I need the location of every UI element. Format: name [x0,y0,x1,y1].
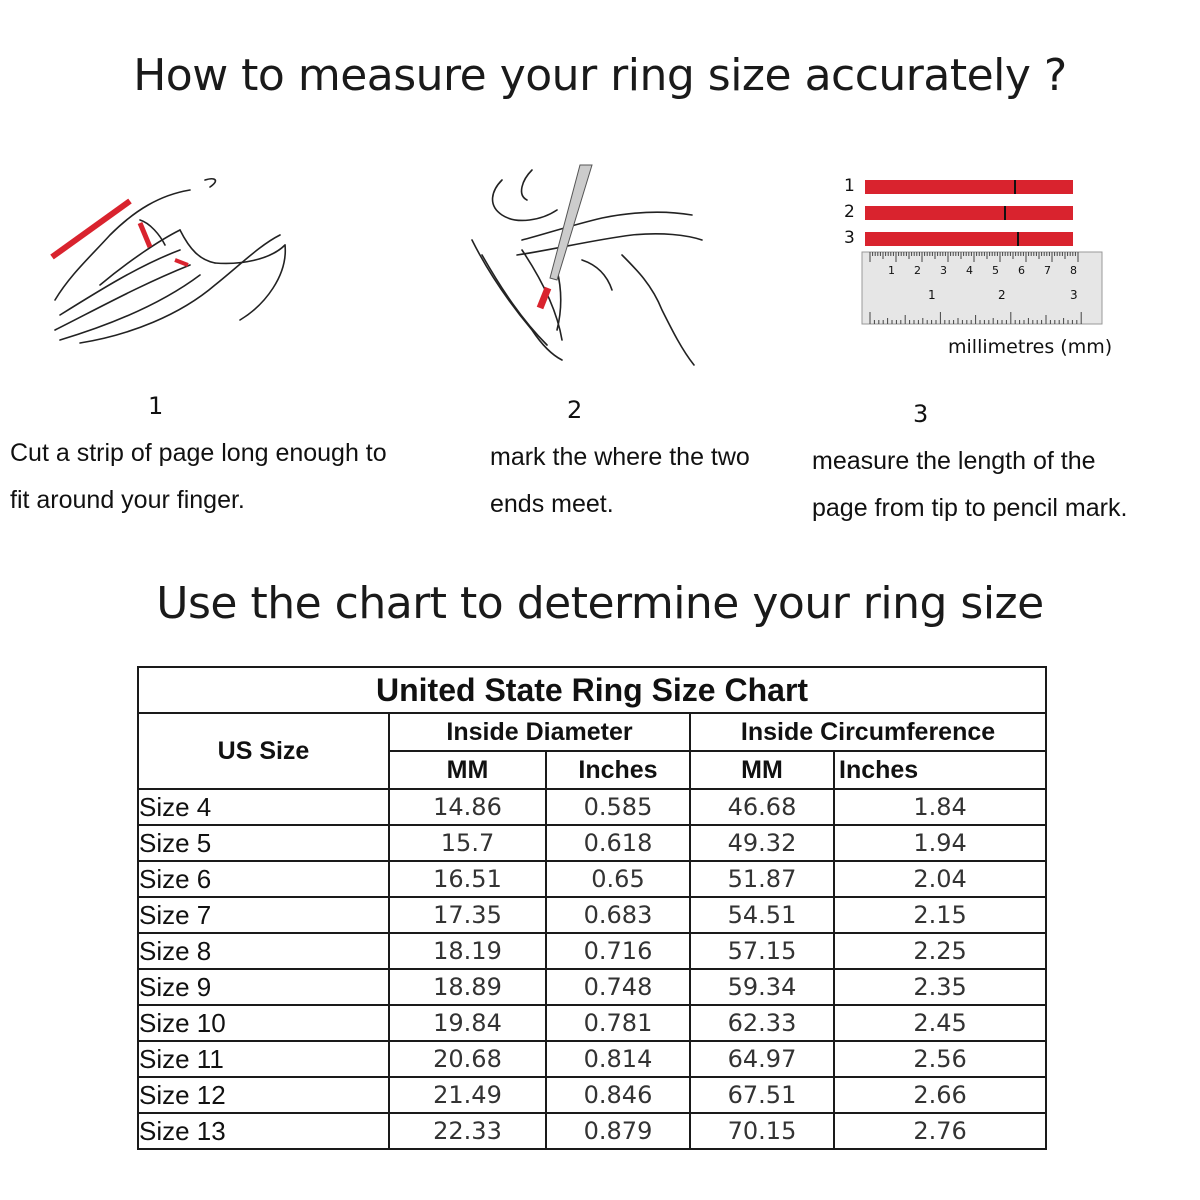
size-cell: Size 8 [138,933,389,969]
ruler-graphic [840,172,1110,332]
table-body [138,789,1046,1149]
size-cell: Size 12 [138,1077,389,1113]
inch-tick-label: 3 [1070,288,1078,302]
circumference-inches-cell: 1.84 [834,789,1046,825]
mm-tick-label: 8 [1070,264,1077,277]
circumference-inches-cell: 2.66 [834,1077,1046,1113]
circumference-mm-cell: 54.51 [690,897,834,933]
size-cell: Size 7 [138,897,389,933]
hand-strip-illustration [40,165,310,355]
diameter-inches-cell: 0.585 [546,789,690,825]
circumference-mm-cell: 51.87 [690,861,834,897]
diameter-inches-cell: 0.618 [546,825,690,861]
step-3-line-2: page from tip to pencil mark. [812,494,1128,522]
circumference-mm-cell: 64.97 [690,1041,834,1077]
step-3-line-1: measure the length of the [812,447,1096,475]
inside-circumference-header: Inside Circumference [690,713,1046,751]
table-row [138,1077,1046,1113]
table-row [138,933,1046,969]
diameter-mm-cell: 17.35 [389,897,546,933]
diameter-inches-cell: 0.683 [546,897,690,933]
diameter-mm-cell: 18.19 [389,933,546,969]
circumference-mm-cell: 59.34 [690,969,834,1005]
circumference-mm-cell: 70.15 [690,1113,834,1149]
inch-tick-label: 2 [998,288,1006,302]
diameter-inches-cell: 0.814 [546,1041,690,1077]
table-row [138,1041,1046,1077]
table-row [138,1113,1046,1149]
strip-label-1: 1 [844,176,855,196]
step-2-text [490,434,750,528]
circumference-mm-cell: 57.15 [690,933,834,969]
step-1-line-2: fit around your finger. [10,486,245,514]
mm-tick-label: 6 [1018,264,1025,277]
diameter-mm-cell: 18.89 [389,969,546,1005]
mm-tick-label: 1 [888,264,895,277]
diameter-mm-cell: 20.68 [389,1041,546,1077]
table-row [138,789,1046,825]
mm-tick-label: 4 [966,264,973,277]
ruler-illustration [840,172,1110,332]
circumference-inches-cell: 2.04 [834,861,1046,897]
circumference-inches-cell: 2.45 [834,1005,1046,1041]
diameter-inches-cell: 0.781 [546,1005,690,1041]
diameter-mm-cell: 21.49 [389,1077,546,1113]
table-row [138,825,1046,861]
circumference-mm-cell: 46.68 [690,789,834,825]
step-1-line-1: Cut a strip of page long enough to [10,439,387,467]
ring-size-table [137,666,1047,1150]
size-cell: Size 13 [138,1113,389,1149]
step-2-number: 2 [567,396,583,424]
pencil-mark-illustration [462,160,712,370]
chart-heading: Use the chart to determine your ring size [156,578,1044,629]
circumference-inches-cell: 2.56 [834,1041,1046,1077]
diameter-inches-cell: 0.879 [546,1113,690,1149]
size-cell: Size 9 [138,969,389,1005]
step-3-text [812,438,1127,532]
diameter-mm-cell: 14.86 [389,789,546,825]
us-size-header: US Size [138,713,389,789]
table-row [138,1005,1046,1041]
circumference-inches-cell: 2.25 [834,933,1046,969]
step-3-number: 3 [913,400,929,428]
table-row [138,897,1046,933]
diameter-mm-cell: 22.33 [389,1113,546,1149]
mm-tick-label: 7 [1044,264,1051,277]
step-1-number: 1 [148,392,164,420]
page-title: How to measure your ring size accurately ? [133,50,1067,101]
circumference-mm-header: MM [690,751,834,789]
ruler-caption: millimetres (mm) [948,336,1113,358]
diameter-mm-header: MM [389,751,546,789]
mm-tick-label: 5 [992,264,999,277]
diameter-mm-cell: 15.7 [389,825,546,861]
circumference-inches-cell: 2.15 [834,897,1046,933]
strip-label-2: 2 [844,202,855,222]
inside-diameter-header: Inside Diameter [389,713,690,751]
table-caption: United State Ring Size Chart [138,667,1046,713]
diameter-inches-cell: 0.748 [546,969,690,1005]
table-row [138,969,1046,1005]
diameter-inches-cell: 0.65 [546,861,690,897]
circumference-mm-cell: 62.33 [690,1005,834,1041]
step-2-line-2: ends meet. [490,490,614,518]
circumference-inches-cell: 2.76 [834,1113,1046,1149]
size-cell: Size 10 [138,1005,389,1041]
mm-tick-label: 3 [940,264,947,277]
mm-tick-label: 2 [914,264,921,277]
circumference-inches-cell: 2.35 [834,969,1046,1005]
diameter-inches-header: Inches [546,751,690,789]
table-row [138,861,1046,897]
inch-tick-label: 1 [928,288,936,302]
diameter-inches-cell: 0.716 [546,933,690,969]
circumference-mm-cell: 67.51 [690,1077,834,1113]
size-cell: Size 5 [138,825,389,861]
size-cell: Size 6 [138,861,389,897]
diameter-mm-cell: 19.84 [389,1005,546,1041]
size-cell: Size 4 [138,789,389,825]
step-1-text [10,430,387,524]
step-2-line-1: mark the where the two [490,443,750,471]
diameter-mm-cell: 16.51 [389,861,546,897]
circumference-mm-cell: 49.32 [690,825,834,861]
strip-label-3: 3 [844,228,855,248]
size-cell: Size 11 [138,1041,389,1077]
circumference-inches-cell: 1.94 [834,825,1046,861]
diameter-inches-cell: 0.846 [546,1077,690,1113]
circumference-inches-header: Inches [834,751,1046,789]
